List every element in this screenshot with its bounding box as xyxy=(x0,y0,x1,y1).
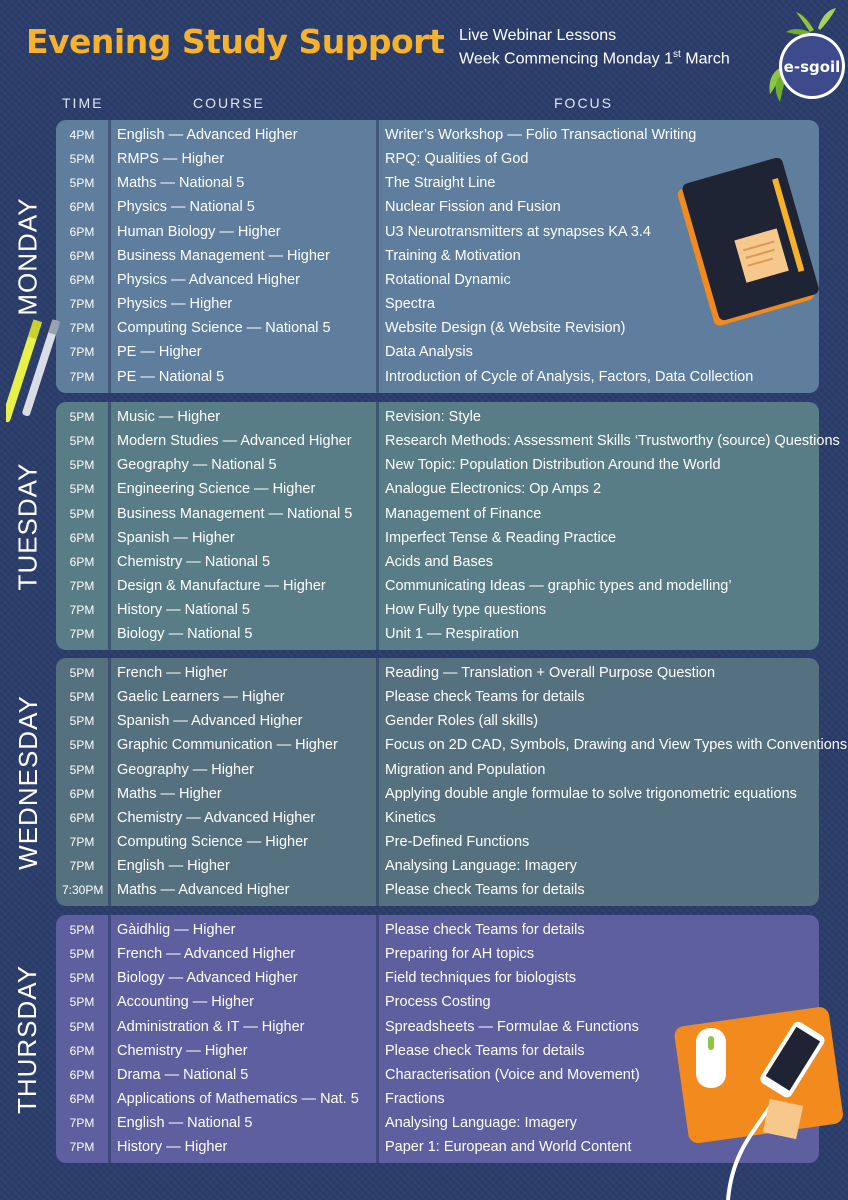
lesson-focus: Communicating Ideas — graphic types and modelling’ xyxy=(385,578,732,595)
schedule-row xyxy=(56,806,819,830)
lesson-focus: Please check Teams for details xyxy=(385,1042,585,1059)
lesson-focus: Introduction of Cycle of Analysis, Factors, Data Collection xyxy=(385,368,754,385)
session-time: 7PM xyxy=(69,603,95,618)
day-label-tuesday: TUESDAY xyxy=(12,462,43,590)
course-name: Biology — Advanced Higher xyxy=(117,970,298,987)
lesson-focus: Fractions xyxy=(385,1091,445,1108)
course-name: Business Management — National 5 xyxy=(117,505,353,522)
schedule-row xyxy=(56,340,819,364)
schedule-row xyxy=(56,685,819,709)
schedule-row xyxy=(56,574,819,598)
course-name: Biology — National 5 xyxy=(117,626,253,643)
lesson-focus: Rotational Dynamic xyxy=(385,271,511,288)
lesson-focus: Kinetics xyxy=(385,809,436,826)
session-time: 5PM xyxy=(69,482,95,497)
lesson-focus: Analysing Language: Imagery xyxy=(385,1115,577,1132)
schedule-row xyxy=(56,429,840,453)
lesson-focus: Research Methods: Assessment Skills ‘Trustworthy (source) Questions xyxy=(385,433,840,450)
lesson-focus: Website Design (& Website Revision) xyxy=(385,320,626,337)
logo-text: e-sgoil xyxy=(783,58,841,76)
session-time: 7PM xyxy=(69,579,95,594)
lesson-focus: New Topic: Population Distribution Around the World xyxy=(385,457,721,474)
session-time: 5PM xyxy=(69,690,95,705)
lesson-focus: How Fully type questions xyxy=(385,602,547,619)
lesson-focus: Paper 1: European and World Content xyxy=(385,1139,632,1156)
course-name: Maths — Advanced Higher xyxy=(117,882,290,899)
lesson-focus: Revision: Style xyxy=(385,409,481,425)
subtitle-week: Week Commencing Monday 1 xyxy=(459,50,674,68)
session-time: 6PM xyxy=(69,810,95,825)
schedule-row xyxy=(56,854,819,878)
session-time: 5PM xyxy=(69,152,95,167)
day-label-thursday: THURSDAY xyxy=(12,964,43,1114)
session-time: 6PM xyxy=(69,554,95,569)
lesson-focus: Analogue Electronics: Op Amps 2 xyxy=(385,481,602,498)
schedule-row xyxy=(56,878,819,902)
lesson-focus: Spreadsheets — Formulae & Functions xyxy=(385,1018,639,1035)
schedule-row xyxy=(56,661,819,685)
session-time: 7PM xyxy=(69,1116,95,1131)
course-name: Administration & IT — Higher xyxy=(117,1018,305,1035)
session-time: 5PM xyxy=(69,923,95,937)
schedule-row xyxy=(56,502,819,526)
lesson-focus: Writer’s Workshop — Folio Transactional Writing xyxy=(385,127,697,143)
lesson-focus: Migration and Population xyxy=(385,761,546,778)
course-name: Chemistry — Advanced Higher xyxy=(117,809,316,826)
course-name: Accounting — Higher xyxy=(117,994,255,1011)
course-name: Spanish — Advanced Higher xyxy=(117,713,303,730)
session-time: 7PM xyxy=(69,859,95,874)
session-time: 7PM xyxy=(69,297,95,312)
session-time: 5PM xyxy=(69,410,95,424)
session-time: 5PM xyxy=(69,176,95,191)
course-name: Design & Manufacture — Higher xyxy=(117,578,326,595)
course-name: Physics — Advanced Higher xyxy=(117,271,300,288)
column-header-focus: FOCUS xyxy=(554,95,613,111)
session-time: 7PM xyxy=(69,321,95,336)
session-time: 7PM xyxy=(69,627,95,642)
lesson-focus: RPQ: Qualities of God xyxy=(385,151,529,168)
course-name: French — Advanced Higher xyxy=(117,946,296,963)
session-time: 6PM xyxy=(69,1067,95,1082)
session-time: 6PM xyxy=(69,786,95,801)
course-name: Geography — National 5 xyxy=(117,457,277,474)
course-name: Gàidhlig — Higher xyxy=(117,922,236,938)
schedule-row xyxy=(56,598,819,622)
course-name: Music — Higher xyxy=(117,409,221,425)
schedule-row xyxy=(56,709,819,733)
course-name: English — Higher xyxy=(117,858,230,875)
session-time: 6PM xyxy=(69,248,95,263)
lesson-focus: Process Costing xyxy=(385,994,491,1011)
lesson-focus: Pre-Defined Functions xyxy=(385,834,530,851)
course-name: French — Higher xyxy=(117,665,228,681)
schedule-row xyxy=(56,758,819,782)
session-time: 5PM xyxy=(69,738,95,753)
lesson-focus: U3 Neurotransmitters at synapses KA 3.4 xyxy=(385,223,651,240)
course-name: Spanish — Higher xyxy=(117,529,235,546)
lesson-focus: Imperfect Tense & Reading Practice xyxy=(385,529,617,546)
course-name: PE — Higher xyxy=(117,344,202,361)
course-name: Human Biology — Higher xyxy=(117,223,281,240)
lesson-focus: Gender Roles (all skills) xyxy=(385,713,539,730)
lesson-focus: Field techniques for biologists xyxy=(385,970,577,987)
schedule-row xyxy=(56,526,819,550)
course-name: Chemistry — National 5 xyxy=(117,553,271,570)
day-label-monday: MONDAY xyxy=(12,197,43,316)
schedule-row xyxy=(56,782,819,806)
schedule-row xyxy=(56,477,819,501)
lesson-focus: Characterisation (Voice and Movement) xyxy=(385,1066,640,1083)
session-time: 5PM xyxy=(69,947,95,962)
course-name: Business Management — Higher xyxy=(117,247,330,264)
schedule-row xyxy=(56,123,819,147)
course-name: History — Higher xyxy=(117,1139,228,1156)
subtitle-ordinal: st xyxy=(673,49,681,60)
column-header-course: COURSE xyxy=(193,95,265,111)
lesson-focus: Nuclear Fission and Fusion xyxy=(385,199,561,216)
course-name: English — Advanced Higher xyxy=(117,127,298,143)
subtitle-line-1: Live Webinar Lessons xyxy=(459,27,617,44)
session-time: 7PM xyxy=(69,835,95,850)
notebook-illustration xyxy=(676,158,826,330)
column-header-time: TIME xyxy=(62,95,104,111)
session-time: 6PM xyxy=(69,200,95,215)
course-name: Applications of Mathematics — Nat. 5 xyxy=(117,1091,359,1108)
course-name: PE — National 5 xyxy=(117,368,225,385)
lesson-focus: The Straight Line xyxy=(385,175,496,192)
subtitle-month: March xyxy=(680,50,730,68)
lesson-focus: Data Analysis xyxy=(385,344,473,361)
subtitle-line-2 xyxy=(459,45,730,68)
course-name: Drama — National 5 xyxy=(117,1066,249,1083)
session-time: 5PM xyxy=(69,714,95,729)
lesson-focus: Spectra xyxy=(385,296,435,313)
session-time: 5PM xyxy=(69,434,95,449)
session-time: 6PM xyxy=(69,530,95,545)
session-time: 5PM xyxy=(69,995,95,1010)
lesson-focus: Applying double angle formulae to solve trigonometric equations xyxy=(385,785,797,802)
session-time: 6PM xyxy=(69,224,95,239)
session-time: 7PM xyxy=(69,1140,95,1155)
pens-illustration xyxy=(6,316,60,436)
schedule-row xyxy=(56,550,819,574)
session-time: 7:30PM xyxy=(62,883,104,898)
session-time: 5PM xyxy=(69,1019,95,1034)
session-time: 4PM xyxy=(69,128,95,142)
course-name: Geography — Higher xyxy=(117,761,255,778)
session-time: 6PM xyxy=(69,272,95,287)
course-name: Engineering Science — Higher xyxy=(117,481,316,498)
lesson-focus: Acids and Bases xyxy=(385,553,494,570)
schedule-row xyxy=(56,966,819,990)
schedule-row xyxy=(56,942,819,966)
page-subtitle xyxy=(459,26,730,68)
page-title: Evening Study Support xyxy=(26,22,445,61)
session-time: 5PM xyxy=(69,506,95,521)
schedule-row xyxy=(56,365,819,389)
session-time: 6PM xyxy=(69,1043,95,1058)
course-name: Maths — National 5 xyxy=(117,175,245,192)
course-name: Physics — Higher xyxy=(117,296,233,313)
lesson-focus: Training & Motivation xyxy=(385,247,521,264)
lesson-focus: Please check Teams for details xyxy=(385,922,585,938)
session-time: 5PM xyxy=(69,666,95,680)
session-time: 5PM xyxy=(69,762,95,777)
lesson-focus: Please check Teams for details xyxy=(385,882,585,899)
course-name: Maths — Higher xyxy=(117,785,222,802)
session-time: 6PM xyxy=(69,1092,95,1107)
esgoil-logo xyxy=(752,2,848,106)
session-time: 7PM xyxy=(69,345,95,360)
session-time: 5PM xyxy=(69,458,95,473)
course-name: Gaelic Learners — Higher xyxy=(117,689,285,706)
lesson-focus: Please check Teams for details xyxy=(385,689,585,706)
session-time: 7PM xyxy=(69,369,95,384)
course-name: English — National 5 xyxy=(117,1115,253,1132)
course-name: Modern Studies — Advanced Higher xyxy=(117,433,352,450)
course-name: Chemistry — Higher xyxy=(117,1042,248,1059)
course-name: Computing Science — Higher xyxy=(117,834,309,851)
course-name: RMPS — Higher xyxy=(117,151,225,168)
schedule-row xyxy=(56,622,819,646)
day-label-wednesday: WEDNESDAY xyxy=(12,694,43,870)
schedule-row xyxy=(56,405,819,429)
course-name: History — National 5 xyxy=(117,602,250,619)
lesson-focus: Focus on 2D CAD, Symbols, Drawing and View Types with Conventions xyxy=(385,737,848,754)
course-name: Graphic Communication — Higher xyxy=(117,737,338,754)
course-name: Physics — National 5 xyxy=(117,199,255,216)
lesson-focus: Reading — Translation + Overall Purpose Question xyxy=(385,665,716,681)
wednesday-schedule-block xyxy=(56,658,848,906)
schedule-row xyxy=(56,918,819,942)
schedule-row xyxy=(56,733,848,757)
schedule-row xyxy=(56,453,819,477)
lesson-focus: Preparing for AH topics xyxy=(385,946,535,963)
schedule-row xyxy=(56,830,819,854)
lesson-focus: Unit 1 — Respiration xyxy=(385,626,519,643)
desk-items-illustration xyxy=(672,1004,848,1200)
lesson-focus: Analysing Language: Imagery xyxy=(385,858,577,875)
course-name: Computing Science — National 5 xyxy=(117,320,331,337)
tuesday-schedule-block xyxy=(56,402,840,650)
lesson-focus: Management of Finance xyxy=(385,505,542,522)
session-time: 5PM xyxy=(69,971,95,986)
